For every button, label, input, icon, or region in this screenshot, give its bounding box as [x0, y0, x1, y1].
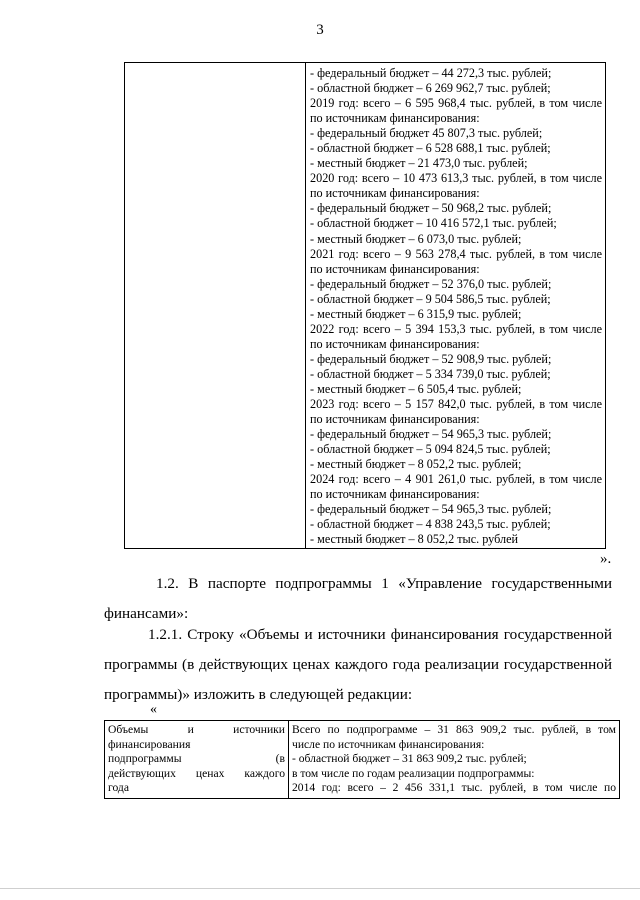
text-line: года — [108, 781, 129, 795]
text-line: 2024 год: всего – 4 901 261,0 тыс. рублей, в том числе — [310, 472, 602, 487]
table-cell-value — [306, 63, 606, 549]
label-lines — [108, 723, 285, 796]
text-line: 2014 год: всего – 2 456 331,1 тыс. рублей, в том числе по — [292, 781, 616, 795]
text-line: подпрограммы (в — [108, 752, 285, 766]
paragraph-line: программы)» изложить в следующей редакции: — [104, 686, 413, 703]
text-line: - федеральный бюджет – 54 965,3 тыс. рублей; — [310, 502, 552, 517]
text-line: по источникам финансирования: — [310, 261, 480, 276]
opening-quote: « — [150, 702, 157, 717]
value-lines — [292, 723, 616, 796]
text-line: - местный бюджет – 8 052,2 тыс. рублей — [310, 532, 519, 547]
text-line: в том числе по годам реализации подпрограммы: — [292, 766, 535, 780]
funding-table-continued — [124, 62, 606, 549]
text-line: по источникам финансирования: — [310, 412, 480, 427]
page-number: 3 — [316, 22, 324, 38]
paragraph-line: 1.2. В паспорте подпрограммы 1 «Управление государственными — [156, 575, 612, 592]
table-cell-label — [105, 721, 289, 799]
table-row — [105, 721, 620, 799]
paragraph-line: программы (в действующих ценах каждого года реализации государственной — [104, 656, 612, 673]
paragraph-line: финансами»: — [104, 605, 189, 622]
text-line: по источникам финансирования: — [310, 487, 480, 502]
text-line: - областной бюджет – 6 269 962,7 тыс. рублей; — [310, 81, 551, 96]
footer-rule — [0, 888, 640, 889]
text-line: 2021 год: всего – 9 563 278,4 тыс. рублей, в том числе — [310, 246, 602, 261]
text-line: числе по источникам финансирования: — [292, 737, 485, 751]
text-line: - местный бюджет – 6 505,4 тыс. рублей; — [310, 381, 522, 396]
text-line: - федеральный бюджет – 52 908,9 тыс. рублей; — [310, 351, 552, 366]
table-cell-value — [289, 721, 620, 799]
funding-lines — [306, 63, 605, 548]
text-line: действующих ценах каждого — [108, 766, 285, 780]
text-line: финансирования — [108, 737, 191, 751]
text-line: Всего по подпрограмме – 31 863 909,2 тыс. рублей, в том — [292, 723, 616, 736]
text-line: - федеральный бюджет – 52 376,0 тыс. рублей; — [310, 276, 552, 291]
text-line: по источникам финансирования: — [310, 186, 480, 201]
text-line: 2019 год: всего – 6 595 968,4 тыс. рублей, в том числе — [310, 96, 602, 111]
text-line: 2020 год: всего – 10 473 613,3 тыс. рублей, в том числе — [310, 171, 602, 186]
text-line: - областной бюджет – 10 416 572,1 тыс. рублей; — [310, 216, 557, 231]
text-line: - областной бюджет – 6 528 688,1 тыс. рублей; — [310, 141, 551, 156]
text-line: - федеральный бюджет 45 807,3 тыс. рублей; — [310, 126, 543, 141]
text-line: - областной бюджет – 9 504 586,5 тыс. рублей; — [310, 291, 551, 306]
text-line: - областной бюджет – 5 094 824,5 тыс. рублей; — [310, 442, 551, 457]
text-line: - областной бюджет – 31 863 909,2 тыс. рублей; — [292, 752, 527, 766]
text-line: Объемы и источники — [108, 723, 285, 736]
closing-quote: ». — [600, 551, 612, 567]
text-line: 2023 год: всего – 5 157 842,0 тыс. рублей, в том числе — [310, 397, 602, 412]
text-line: - местный бюджет – 8 052,2 тыс. рублей; — [310, 457, 522, 472]
text-line: - областной бюджет – 5 334 739,0 тыс. рублей; — [310, 366, 551, 381]
text-line: по источникам финансирования: — [310, 336, 480, 351]
table-cell-label — [125, 63, 306, 549]
table-row — [125, 63, 606, 549]
text-line: - федеральный бюджет – 50 968,2 тыс. рублей; — [310, 201, 552, 216]
paragraph-1-2-1 — [104, 620, 612, 710]
paragraph-line: 1.2.1. Строку «Объемы и источники финансирования государственной — [148, 626, 612, 643]
text-line: - местный бюджет – 6 315,9 тыс. рублей; — [310, 306, 522, 321]
text-line: по источникам финансирования: — [310, 111, 480, 126]
text-line: - областной бюджет – 4 838 243,5 тыс. рублей; — [310, 517, 551, 532]
text-line: - федеральный бюджет – 54 965,3 тыс. рублей; — [310, 427, 552, 442]
text-line: - федеральный бюджет – 44 272,3 тыс. рублей; — [310, 66, 552, 80]
subprogram-funding-table — [104, 720, 620, 799]
text-line: - местный бюджет – 6 073,0 тыс. рублей; — [310, 231, 522, 246]
text-line: 2022 год: всего – 5 394 153,3 тыс. рублей, в том числе — [310, 321, 602, 336]
text-line: - местный бюджет – 21 473,0 тыс. рублей; — [310, 156, 528, 171]
